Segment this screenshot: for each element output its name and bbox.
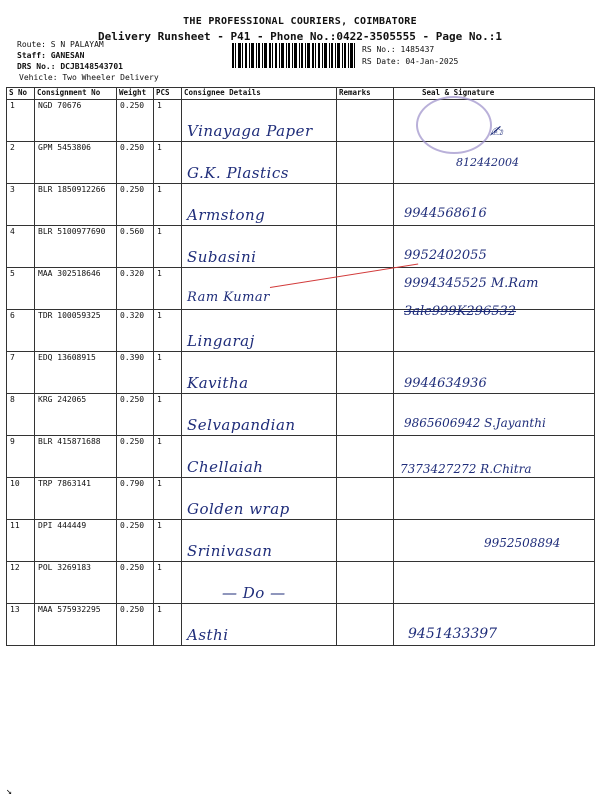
row-signature-cell — [394, 226, 595, 268]
row-sno: 10 — [7, 478, 35, 520]
row-pcs: 1 — [154, 562, 182, 604]
row-remarks — [337, 604, 394, 646]
row-cons-no: POL 3269183 — [35, 562, 117, 604]
row-weight: 0.250 — [117, 100, 154, 142]
row-sno: 9 — [7, 436, 35, 478]
row-consignee: Srinivasan — [187, 542, 273, 560]
route-label: Route: S N PALAYAM — [17, 40, 104, 49]
row-consignee: Vinayaga Paper — [187, 122, 313, 140]
rs-date: RS Date: 04-Jan-2025 — [362, 57, 459, 66]
row-cons-no: BLR 415871688 — [35, 436, 117, 478]
col-sno: S No — [7, 88, 35, 100]
row-consignee: Golden wrap — [187, 500, 290, 518]
table-row — [7, 478, 595, 520]
row-signature-cell — [394, 562, 595, 604]
row-pcs: 1 — [154, 226, 182, 268]
row-signature: 7373427272 R.Chitra — [400, 462, 532, 476]
table-row — [7, 436, 595, 478]
row-consignee-cell — [182, 436, 337, 478]
row-sno: 5 — [7, 268, 35, 310]
row-signature: 9952402055 — [404, 248, 487, 263]
row-pcs: 1 — [154, 310, 182, 352]
row-signature: 9952508894 — [484, 536, 561, 550]
row-weight: 0.320 — [117, 310, 154, 352]
row-sno: 11 — [7, 520, 35, 562]
row-pcs: 1 — [154, 520, 182, 562]
row-sno: 4 — [7, 226, 35, 268]
row-pcs: 1 — [154, 184, 182, 226]
rs-number: RS No.: 1485437 — [362, 45, 435, 54]
row-consignee: Kavitha — [187, 374, 249, 392]
runsheet-title: Delivery Runsheet - P41 - Phone No.:0422-3505555 - Page No.:1 — [98, 30, 502, 43]
row-pcs: 1 — [154, 142, 182, 184]
row-remarks — [337, 394, 394, 436]
row-signature: 9865606942 S.Jayanthi — [404, 416, 546, 430]
row-signature: 3ale999K296532 — [404, 304, 517, 319]
table-row — [7, 562, 595, 604]
col-weight: Weight — [117, 88, 154, 100]
row-pcs: 1 — [154, 604, 182, 646]
row-weight: 0.250 — [117, 436, 154, 478]
staff-label: Staff: GANESAN — [17, 51, 85, 60]
row-weight: 0.250 — [117, 142, 154, 184]
row-remarks — [337, 436, 394, 478]
row-consignee-cell — [182, 226, 337, 268]
row-consignee-cell — [182, 100, 337, 142]
row-signature-cell — [394, 352, 595, 394]
row-pcs: 1 — [154, 394, 182, 436]
row-pcs: 1 — [154, 268, 182, 310]
row-signature-cell — [394, 604, 595, 646]
row-consignee: Lingaraj — [187, 332, 255, 350]
row-remarks — [337, 478, 394, 520]
row-weight: 0.390 — [117, 352, 154, 394]
row-weight: 0.250 — [117, 394, 154, 436]
row-remarks — [337, 100, 394, 142]
row-consignee: Subasini — [187, 248, 257, 266]
vehicle-label: Vehicle: Two Wheeler Delivery — [19, 73, 159, 82]
row-pcs: 1 — [154, 478, 182, 520]
row-cons-no: NGD 70676 — [35, 100, 117, 142]
row-signature: 9944634936 — [404, 376, 487, 391]
row-consignee-cell — [182, 352, 337, 394]
row-weight: 0.320 — [117, 268, 154, 310]
row-remarks — [337, 142, 394, 184]
row-remarks — [337, 226, 394, 268]
row-signature: 812442004 — [456, 156, 519, 169]
row-consignee-cell — [182, 478, 337, 520]
row-cons-no: DPI 444449 — [35, 520, 117, 562]
row-remarks — [337, 352, 394, 394]
table-header-row — [7, 88, 595, 100]
row-consignee: Asthi — [187, 626, 229, 644]
row-signature: 9944568616 — [404, 206, 487, 221]
row-consignee: Ram Kumar — [187, 290, 270, 305]
row-remarks — [337, 268, 394, 310]
row-consignee-cell — [182, 310, 337, 352]
col-pcs: PCS — [154, 88, 182, 100]
company-title: THE PROFESSIONAL COURIERS, COIMBATORE — [183, 16, 417, 27]
row-sno: 6 — [7, 310, 35, 352]
row-consignee-cell — [182, 604, 337, 646]
row-remarks — [337, 520, 394, 562]
table-row — [7, 142, 595, 184]
col-consignment-no: Consignment No — [35, 88, 117, 100]
row-weight: 0.250 — [117, 520, 154, 562]
table-row — [7, 394, 595, 436]
runsheet-table — [6, 87, 595, 646]
row-pcs: 1 — [154, 436, 182, 478]
row-consignee: — Do — — [222, 584, 286, 602]
row-weight: 0.560 — [117, 226, 154, 268]
row-consignee-cell — [182, 562, 337, 604]
row-cons-no: BLR 5100977690 — [35, 226, 117, 268]
row-signature: 9994345525 M.Ram — [404, 276, 539, 291]
row-cons-no: KRG 242065 — [35, 394, 117, 436]
row-cons-no: MAA 575932295 — [35, 604, 117, 646]
row-sno: 3 — [7, 184, 35, 226]
row-cons-no: EDQ 13608915 — [35, 352, 117, 394]
row-cons-no: GPM 5453806 — [35, 142, 117, 184]
drs-label: DRS No.: DCJB148543701 — [17, 62, 123, 71]
row-weight: 0.790 — [117, 478, 154, 520]
row-consignee: G.K. Plastics — [187, 164, 289, 182]
table-row — [7, 604, 595, 646]
table-row — [7, 310, 595, 352]
col-signature: Seal & Signature — [394, 88, 595, 100]
row-signature-cell — [394, 304, 595, 352]
row-signature: 9451433397 — [408, 626, 498, 642]
row-sno: 13 — [7, 604, 35, 646]
row-cons-no: BLR 1850912266 — [35, 184, 117, 226]
row-consignee: Chellaiah — [187, 458, 264, 476]
corner-mark: ↘ — [6, 786, 13, 797]
row-cons-no: TRP 7863141 — [35, 478, 117, 520]
table-row — [7, 184, 595, 226]
row-weight: 0.250 — [117, 604, 154, 646]
row-remarks — [337, 310, 394, 352]
table-row — [7, 352, 595, 394]
row-signature-cell — [394, 436, 595, 478]
row-signature-cell — [394, 478, 595, 520]
row-consignee: Armstong — [187, 206, 266, 224]
row-remarks — [337, 184, 394, 226]
col-remarks: Remarks — [337, 88, 394, 100]
row-consignee-cell — [182, 184, 337, 226]
row-signature: ✍︎ — [489, 122, 503, 141]
row-pcs: 1 — [154, 352, 182, 394]
company-seal-stamp — [416, 96, 492, 154]
barcode — [232, 43, 355, 68]
row-weight: 0.250 — [117, 184, 154, 226]
row-signature-cell — [394, 394, 595, 436]
row-weight: 0.250 — [117, 562, 154, 604]
col-consignee: Consignee Details — [182, 88, 337, 100]
row-consignee-cell — [182, 394, 337, 436]
row-consignee: Selvapandian — [187, 416, 296, 434]
table-row — [7, 226, 595, 268]
row-cons-no: TDR 100059325 — [35, 310, 117, 352]
row-sno: 12 — [7, 562, 35, 604]
row-sno: 1 — [7, 100, 35, 142]
row-signature-cell — [394, 142, 595, 184]
row-sno: 7 — [7, 352, 35, 394]
row-cons-no: MAA 302518646 — [35, 268, 117, 310]
row-pcs: 1 — [154, 100, 182, 142]
row-signature-cell — [394, 184, 595, 226]
row-signature-cell — [394, 520, 595, 562]
table-row — [7, 520, 595, 562]
row-consignee-cell — [182, 520, 337, 562]
row-sno: 2 — [7, 142, 35, 184]
row-consignee-cell — [182, 142, 337, 184]
row-consignee-cell — [182, 268, 337, 310]
table-row — [7, 100, 595, 142]
row-sno: 8 — [7, 394, 35, 436]
